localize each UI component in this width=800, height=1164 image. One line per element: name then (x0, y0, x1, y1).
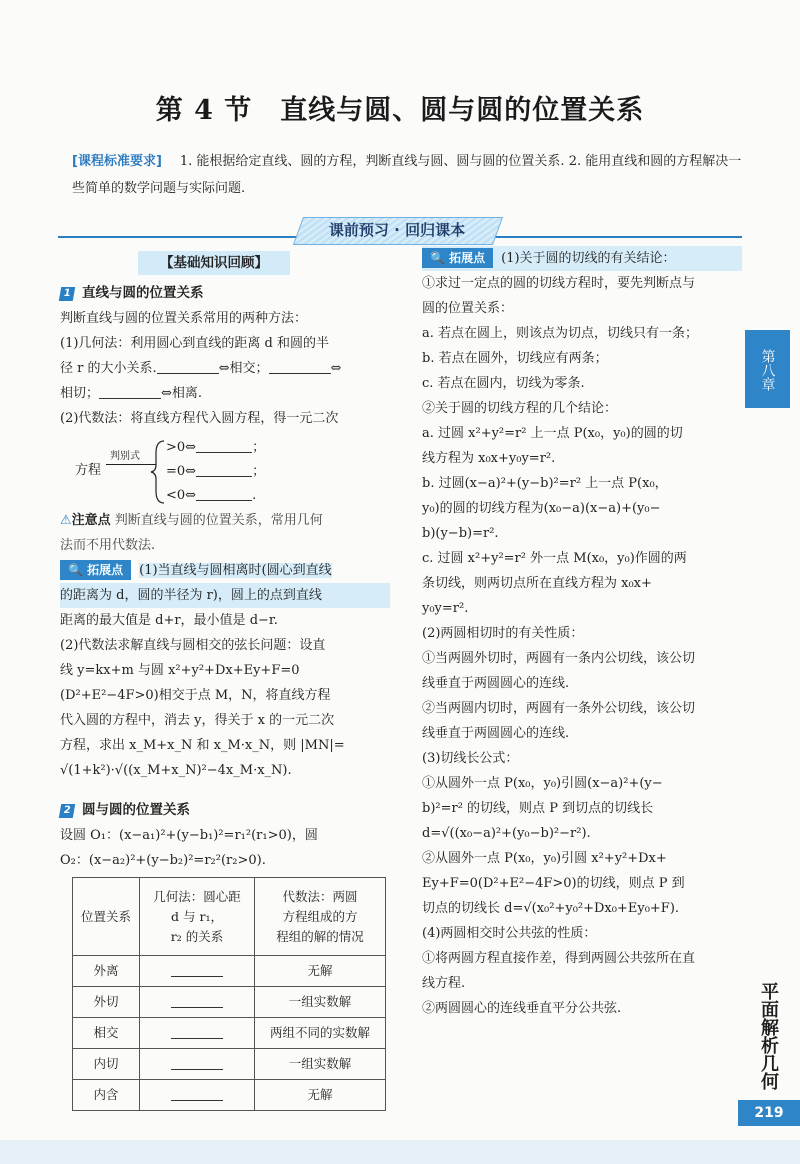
text-line: y₀y=r². (422, 601, 469, 616)
text-line: b)²=r² 的切线，则点 P 到切点的切线长 (422, 801, 654, 816)
table-header-cell: 位置关系 (73, 878, 140, 956)
table-row: 外离 无解 (73, 956, 386, 987)
note-block (60, 508, 390, 558)
table-row: 相交 两组不同的实数解 (73, 1018, 386, 1049)
answer-blank[interactable] (196, 438, 252, 453)
text-line: 设圆 O₁：(x−a₁)²+(y−b₁)²=r₁²(r₁>0)，圆 (60, 828, 318, 843)
text-line: d=√((x₀−a)²+(y₀−b)²−r²). (422, 826, 591, 841)
text-line: 相切； ⇔相离. (60, 386, 203, 401)
text-line: (2)代数法求解直线与圆相交的弦长问题：设直 (60, 638, 326, 653)
text-line: 线垂直于两圆圆心的连线. (422, 726, 570, 741)
text-line: 的距离为 d，圆的半径为 r)，圆上的点到直线 (60, 583, 390, 608)
text-line: 🔍 拓展点 (1)当直线与圆相离时(圆心到直线 (60, 558, 390, 583)
text-line: (D²+E²−4F>0)相交于点 M，N，将直线方程 (60, 688, 331, 703)
text-line: ①求过一定点的圆的切线方程时，要先判断点与 (422, 276, 696, 291)
text-line: 条切线，则两切点所在直线方程为 x₀x+ (422, 576, 652, 591)
text-line: O₂：(x−a₂)²+(y−b₂)²=r₂²(r₂>0). (60, 853, 266, 868)
text-line: ②从圆外一点 P(x₀，y₀)引圆 x²+y²+Dx+ (422, 851, 667, 866)
text-line: b)(y−b)=r². (422, 526, 499, 541)
text-line: ②关于圆的切线方程的几个结论： (422, 401, 618, 416)
answer-blank[interactable] (171, 1086, 223, 1101)
text-line: 🔍 拓展点 (1)关于圆的切线的有关结论： (422, 246, 742, 271)
answer-blank[interactable] (171, 993, 223, 1008)
answer-blank[interactable] (99, 384, 161, 399)
table-header (73, 878, 386, 956)
extension-tag: 🔍 拓展点 (60, 560, 131, 580)
table-header-cell: 几何法：圆心距 d 与 r₁， r₂ 的关系 (140, 878, 255, 956)
case-lt: <0⇔ . (166, 488, 257, 503)
requirement-label: [课程标准要求] (72, 154, 162, 169)
case-gt: >0⇔ ； (166, 440, 266, 455)
text-line: (2)代数法：将直线方程代入圆方程，得一元二次 (60, 411, 339, 426)
text-line: (1)几何法：利用圆心到直线的距离 d 和圆的半 (60, 336, 330, 351)
section-banner: 课前预习 · 回归课本 (328, 221, 466, 239)
extension-left (60, 558, 390, 783)
text-line: y₀)的圆的切线方程为(x₀−a)(x−a)+(y₀− (422, 501, 661, 516)
text-line: c. 过圆 x²+y²=r² 外一点 M(x₀，y₀)作圆的两 (422, 551, 687, 566)
text-line: ①将两圆方程直接作差，得到两圆公共弦所在直 (422, 951, 696, 966)
text-line: ①当两圆外切时，两圆有一条内公切线，该公切 (422, 651, 696, 666)
text-line: 代入圆的方程中，消去 y，得关于 x 的一元二次 (60, 713, 335, 728)
text-line: 切点的切线长 d=√(x₀²+y₀²+Dx₀+Ey₀+F). (422, 901, 680, 916)
page-title: 第 4 节 直线与圆、圆与圆的位置关系 (155, 95, 645, 126)
text-line: 法而不用代数法. (60, 538, 156, 553)
text-line: (3)切线长公式： (422, 751, 519, 766)
text-line: (2)两圆相切时的有关性质： (422, 626, 584, 641)
equation-prefix: 方程 (75, 463, 102, 478)
answer-blank[interactable] (196, 486, 252, 501)
text-line: ②两圆圆心的连线垂直平分公共弦. (422, 1001, 622, 1016)
knowledge-review-title: 【基础知识回顾】 (138, 251, 290, 275)
table-row: 外切 一组实数解 (73, 987, 386, 1018)
text-line: Ey+F=0(D²+E²−4F>0)的切线，则点 P 到 (422, 876, 685, 891)
answer-blank[interactable] (171, 1024, 223, 1039)
note-label: 注意点 (71, 513, 111, 528)
section-circle-circle (60, 798, 390, 873)
chapter-title-vertical (748, 982, 788, 1090)
section-title: 圆与圆的位置关系 (82, 802, 190, 818)
text-line: ⚠注意点 判断直线与圆的位置关系，常用几何 (60, 513, 323, 528)
answer-blank[interactable] (157, 359, 219, 374)
discriminant-label: 判别式 (110, 451, 140, 462)
text-line: ②当两圆内切时，两圆有一条外公切线，该公切 (422, 701, 696, 716)
section-number-icon: 1 (59, 287, 75, 301)
extension-right (422, 246, 742, 1021)
table-header-cell: 代数法：两圆 方程组成的方 程组的解的情况 (255, 878, 386, 956)
text-line: 线方程. (422, 976, 466, 991)
text-line: 线 y=kx+m 与圆 x²+y²+Dx+Ey+F=0 (60, 663, 300, 678)
text-line: 径 r 的大小关系. ⇔相交； ⇔ (60, 361, 342, 376)
course-requirement (72, 148, 744, 202)
text-line: b. 若点在圆外，切线应有两条； (422, 351, 608, 366)
text-line: c. 若点在圆内，切线为零条. (422, 376, 585, 391)
text-line: 距离的最大值是 d+r，最小值是 d−r. (60, 613, 278, 628)
text-line: a. 若点在圆上，则该点为切点，切线只有一条； (422, 326, 699, 341)
arrow-line (106, 464, 156, 465)
text-line: a. 过圆 x²+y²=r² 上一点 P(x₀，y₀)的圆的切 (422, 426, 683, 441)
text-line: 方程，求出 x_M+x_N 和 x_M·x_N，则 |MN|= (60, 738, 345, 753)
bottom-strip (0, 1140, 800, 1164)
warning-icon: ⚠ (60, 513, 72, 528)
position-table (72, 877, 386, 1111)
answer-blank[interactable] (171, 1055, 223, 1070)
case-eq: =0⇔ ； (166, 464, 266, 479)
requirement-text: 1. 能根据给定直线、圆的方程，判断直线与圆、圆与圆的位置关系. 2. 能用直线和圆的方程解决一些简单的数学问题与实际问题. (72, 154, 742, 196)
text-line: 线方程为 x₀x+y₀y=r². (422, 451, 556, 466)
text-line: b. 过圆(x−a)²+(y−b)²=r² 上一点 P(x₀， (422, 476, 668, 491)
section-number-icon: 2 (59, 804, 75, 818)
chapter-title-text: 平面解析几何 (758, 982, 779, 1090)
text-line: 圆的位置关系： (422, 301, 514, 316)
page-number: 219 (738, 1100, 800, 1126)
text-line: √(1+k²)·√((x_M+x_N)²−4x_M·x_N). (60, 763, 292, 778)
answer-blank[interactable] (269, 359, 331, 374)
extension-tag: 🔍 拓展点 (422, 248, 493, 268)
section-line-circle (60, 281, 390, 431)
table-row: 内含 无解 (73, 1080, 386, 1111)
table-row: 内切 一组实数解 (73, 1049, 386, 1080)
chapter-tab-label: 第八章 (759, 349, 776, 391)
brace-icon (150, 439, 166, 505)
section-title: 直线与圆的位置关系 (82, 285, 204, 301)
text-line: 判断直线与圆的位置关系常用的两种方法： (60, 311, 308, 326)
answer-blank[interactable] (196, 462, 252, 477)
answer-blank[interactable] (171, 962, 223, 977)
chapter-tab[interactable] (745, 330, 790, 408)
text-line: ①从圆外一点 P(x₀，y₀)引圆(x−a)²+(y− (422, 776, 663, 791)
text-line: 线垂直于两圆圆心的连线. (422, 676, 570, 691)
text-line: (4)两圆相交时公共弦的性质： (422, 926, 597, 941)
